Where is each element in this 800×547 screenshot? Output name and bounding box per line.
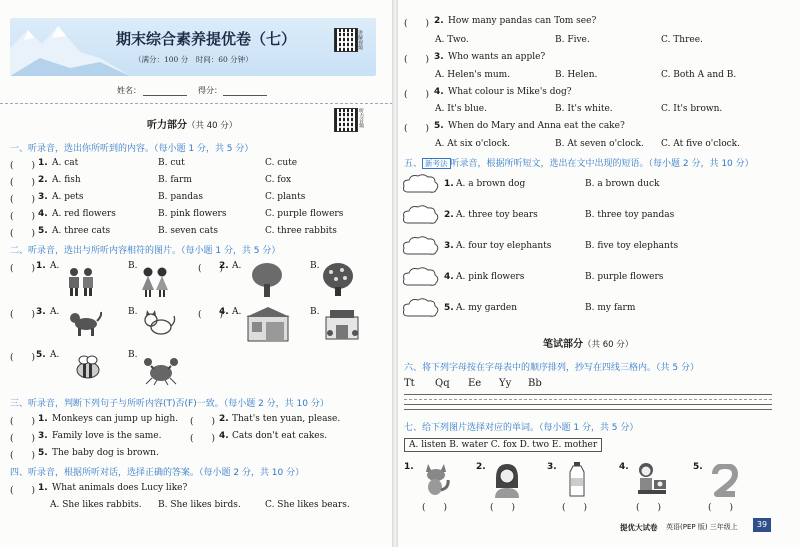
name-blank[interactable] [143,95,187,96]
answer-paren[interactable]: ( ) [404,55,430,65]
option-c: C. Both A and B. [661,70,737,80]
item-number: 2. [434,16,444,26]
qr-code-icon [334,108,358,132]
answer-paren[interactable]: ( ) [10,212,36,222]
exam-title: 期末综合素养提优卷（七） [116,30,297,48]
section-5-title-text: 听录音，根据所听短文，选出在文中出现的短语。（每小题 2 分，共 10 分） [450,159,754,169]
option-b: B. three toy pandas [585,210,675,220]
question: What animals does Lucy like? [52,483,188,493]
footer-subject: 英语(PEP 版) 三年级上 [666,523,738,531]
option-b: B. Five. [555,35,590,45]
item-number: 3. [38,431,48,441]
option-c: C. fox [265,175,292,185]
option-c: C. plants [265,192,306,202]
grid-line [404,409,772,410]
item-number: 1. [36,261,46,271]
tree-picture [250,262,284,298]
option-a: A. fish [52,175,81,185]
answer-paren[interactable]: ( ) [190,434,216,444]
writing-points: （共 60 分） [583,340,634,350]
answer-paren[interactable]: ( ) [198,310,224,320]
answer-paren[interactable]: ( ) [190,417,216,427]
option-c: C. At five o'clock. [661,139,740,149]
option-a: A. three cats [52,226,111,236]
answer-paren[interactable]: ( ) [198,264,224,274]
answer-paren[interactable]: ( ) [708,503,734,513]
listening-girl-picture [634,460,670,498]
answer-paren[interactable]: ( ) [404,124,430,134]
item-number: 3. [36,307,46,317]
listening-heading [147,116,237,131]
question: What colour is Mike's dog? [448,87,572,97]
option-a: A. pink flowers [456,272,525,282]
answer-paren[interactable]: ( ) [10,353,36,363]
crab-picture [143,356,179,386]
score-blank[interactable] [223,95,267,96]
answer-paren[interactable]: ( ) [10,264,36,274]
answer-paren[interactable]: ( ) [10,434,36,444]
statement: Family love is the same. [52,431,162,441]
answer-paren[interactable]: ( ) [10,451,36,461]
fruit-tree-picture [322,262,354,296]
item-number: 1. [38,158,48,168]
item-number: 3. [434,52,444,62]
option-b: B. seven cats [158,226,218,236]
option-b: B. purple flowers [585,272,664,282]
item-number: 4. [444,272,454,282]
question: Who wants an apple? [448,52,546,62]
option-b: B. [310,261,320,271]
answer-paren[interactable]: ( ) [10,229,36,239]
option-b: B. pandas [158,192,204,202]
letter-pair: Ee [468,378,482,389]
shop-picture [246,306,290,342]
title-banner [10,18,376,76]
option-b: B. farm [158,175,192,185]
question: How many pandas can Tom see? [448,16,597,26]
option-a: A. [50,261,60,271]
section-6-title: 六、将下列字母按在字母表中的顺序排列，抄写在四线三格内。（共 5 分） [404,363,699,373]
item-number: 5. [38,226,48,236]
option-a: A. my garden [456,303,518,313]
item-number: 1. [38,414,48,424]
qr-caption: 听力音频 [358,108,364,128]
statement: The baby dog is brown. [52,448,159,458]
cloud-answer-box-icon[interactable] [402,205,440,225]
item-number: 2. [38,175,48,185]
answer-paren[interactable]: ( ) [10,195,36,205]
option-c: C. It's brown. [661,104,723,114]
cloud-answer-box-icon[interactable] [402,298,440,318]
name-label: 姓名： [117,86,141,95]
option-a: A. cat [52,158,79,168]
writing-heading [543,335,633,350]
item-number: 4. [434,87,444,97]
option-a: A. [232,307,242,317]
question: When do Mary and Anna eat the cake? [448,121,625,131]
option-b: B. pink flowers [158,209,227,219]
answer-paren[interactable]: ( ) [10,310,36,320]
item-number: 4. [219,431,229,441]
answer-paren[interactable]: ( ) [636,503,662,513]
qr-caption: 讲解视频 [357,30,363,50]
cloud-answer-box-icon[interactable] [402,267,440,287]
answer-paren[interactable]: ( ) [490,503,516,513]
answer-paren[interactable]: ( ) [10,486,36,496]
item-number: 3. [444,241,454,251]
section-3-title: 三、听录音，判断下列句子与所听内容(T)否(F)一致。（每小题 2 分，共 10 分） [10,399,329,409]
option-a: A. At six o'clock. [435,139,511,149]
letter-pair: Yy [499,378,512,389]
option-b: B. five toy elephants [585,241,679,251]
grid-line [404,394,772,395]
option-b: B. cut [158,158,185,168]
option-a: A. red flowers [52,209,116,219]
option-b: B. Helen. [555,70,598,80]
answer-paren[interactable]: ( ) [10,161,36,171]
page-number: 39 [753,518,771,532]
option-b: B. It's white. [555,104,613,114]
option-a: A. It's blue. [435,104,487,114]
word-options-box: A. listen B. water C. fox D. two E. mother [404,438,602,452]
item-number: 4. [38,209,48,219]
option-b: B. [128,350,138,360]
option-a: A. Two. [435,35,469,45]
section-5-number: 五、 [404,159,423,169]
statement: Monkeys can jump up high. [52,414,179,424]
answer-paren[interactable]: ( ) [10,417,36,427]
fox-picture [422,462,450,498]
two-boys-picture [66,266,96,298]
item-number: 3. [38,192,48,202]
qr-code-icon [334,28,358,52]
item-number: 2. [219,414,229,424]
item-number: 5. [36,350,46,360]
option-a: A. pets [52,192,84,202]
dog-picture [68,309,102,337]
option-b: B. She likes birds. [158,500,241,510]
cat-picture [142,310,176,338]
section-5-title [404,156,754,169]
right-page [398,0,800,547]
option-a: A. Helen's mum. [435,70,511,80]
cloud-answer-box-icon[interactable] [402,174,440,194]
item-number: 1. [404,462,414,472]
exam-subtitle: （满分：100 分 时间：60 分钟） [134,55,253,64]
section-1-title: 一、听录音，选出你所听到的内容。（每小题 1 分，共 5 分） [10,144,254,154]
item-number: 1. [444,179,454,189]
option-a: A. four toy elephants [456,241,552,251]
item-number: 2. [444,210,454,220]
item-number: 1. [38,483,48,493]
option-a: A. [232,261,242,271]
item-number: 2. [219,261,229,271]
score-label: 得分： [198,86,222,95]
listening-points: （共 40 分） [187,121,238,131]
option-a: A. [50,350,60,360]
answer-paren[interactable]: ( ) [404,90,430,100]
item-number: 4. [619,462,629,472]
answer-paren[interactable]: ( ) [422,503,448,513]
farm-picture [322,307,362,341]
answer-paren[interactable]: ( ) [562,503,588,513]
number-two-picture [710,464,740,498]
option-b: B. my farm [585,303,636,313]
option-c: C. Three. [661,35,703,45]
letter-pair: Bb [528,378,542,389]
letter-pair: Qq [435,378,450,389]
section-4-title: 四、听录音，根据所听对话，选择正确的答案。（每小题 2 分，共 10 分） [10,468,305,478]
answer-paren[interactable]: ( ) [10,178,36,188]
section-7-title: 七、给下列图片选择对应的单词。（每小题 1 分，共 5 分） [404,423,639,433]
listening-heading-text: 听力部分 [147,120,187,131]
item-number: 5. [693,462,703,472]
section-2-title: 二、听录音，选出与所听内容相符的图片。（每小题 1 分，共 5 分） [10,246,281,256]
option-b: B. [310,307,320,317]
statement: That's ten yuan, please. [232,414,341,424]
water-bottle-picture [568,462,586,498]
letter-pair: Tt [404,378,415,389]
writing-heading-text: 笔试部分 [543,339,583,350]
divider [0,103,393,104]
option-c: C. cute [265,158,298,168]
item-number: 5. [444,303,454,313]
option-a: A. three toy bears [456,210,538,220]
mother-picture [492,462,522,498]
answer-paren[interactable]: ( ) [404,19,430,29]
item-number: 5. [434,121,444,131]
item-number: 5. [38,448,48,458]
item-number: 3. [547,462,557,472]
bee-picture [74,355,102,381]
two-girls-picture [140,266,170,298]
option-b: B. [128,261,138,271]
grid-line [404,399,772,400]
cloud-answer-box-icon[interactable] [402,236,440,256]
option-a: A. a brown dog [456,179,526,189]
option-a: A. [50,307,60,317]
option-b: B. [128,307,138,317]
option-a: A. She likes rabbits. [50,500,142,510]
option-c: C. She likes bears. [265,500,350,510]
new-method-tag: 新考法 [422,158,451,169]
option-c: C. purple flowers [265,209,344,219]
option-b: B. At seven o'clock. [555,139,644,149]
item-number: 4. [219,307,229,317]
mountain-illustration [10,18,130,76]
statement: Cats don't eat cakes. [232,431,328,441]
item-number: 2. [476,462,486,472]
left-page [0,0,393,547]
grid-line [404,404,772,405]
option-c: C. three rabbits [265,226,337,236]
footer-brand: 提优大试卷 [620,523,658,532]
option-b: B. a brown duck [585,179,660,189]
